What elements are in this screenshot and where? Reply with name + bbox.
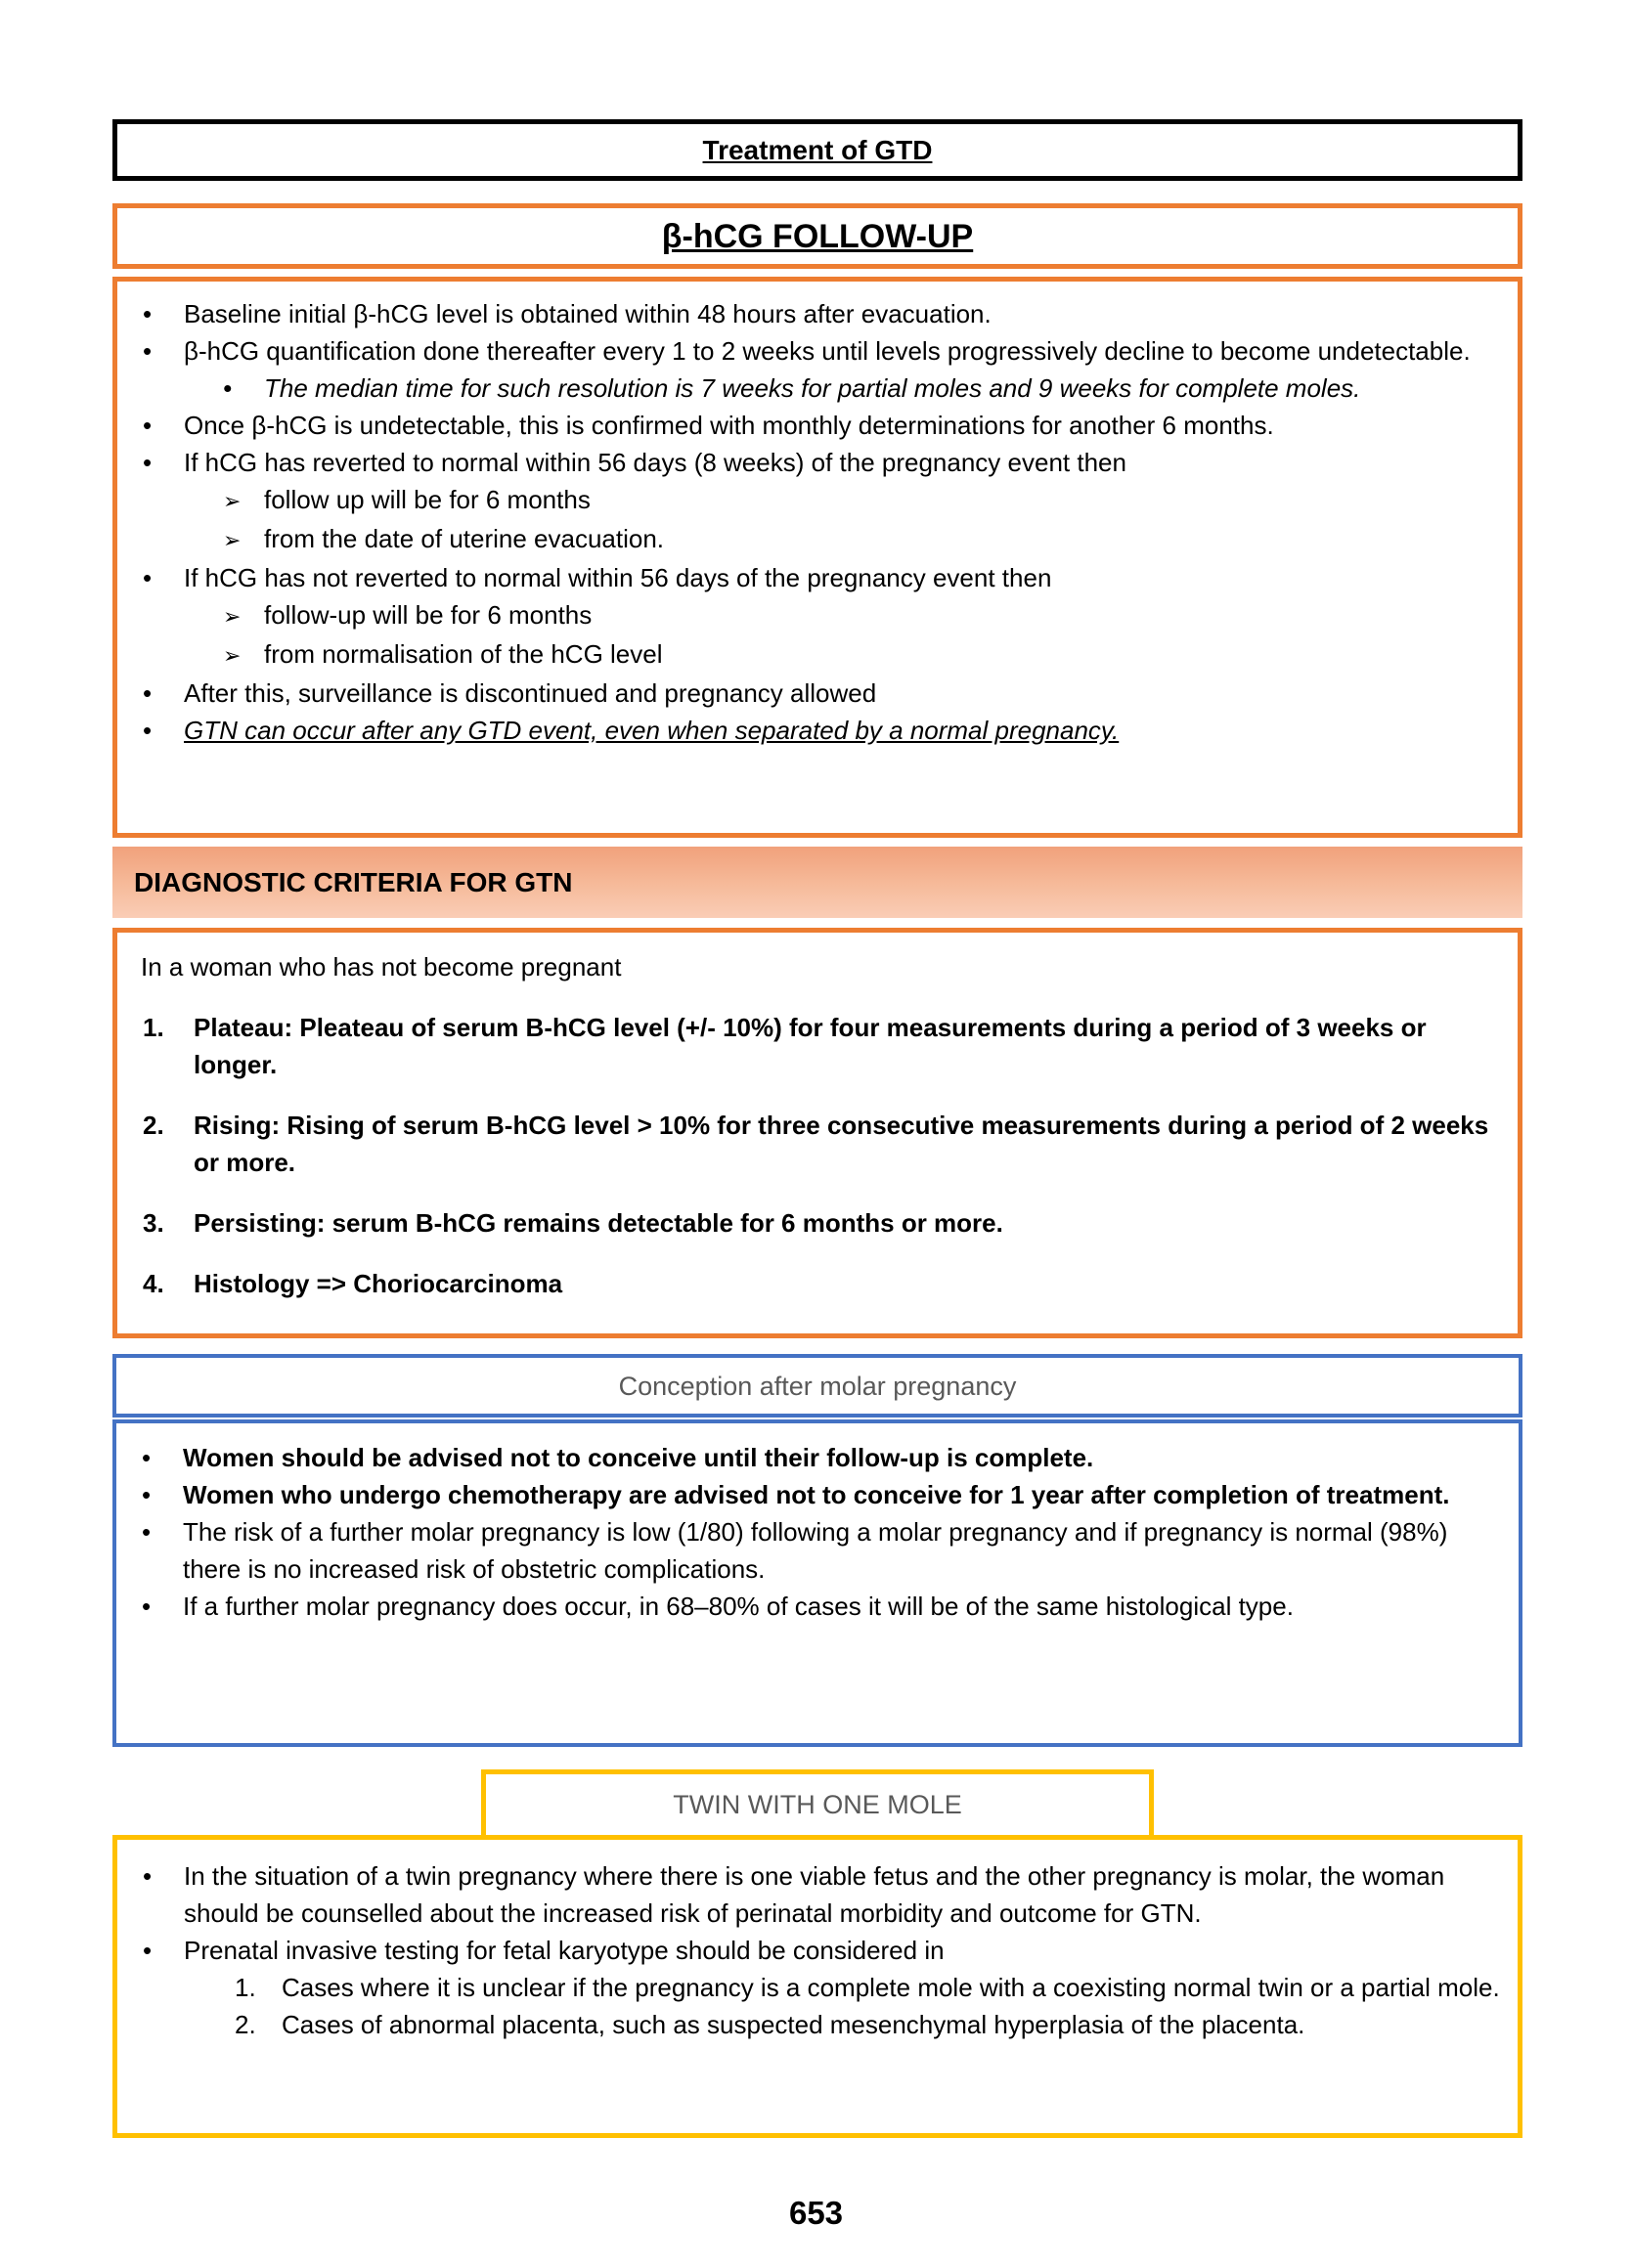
bullet-icon: 2. <box>235 2010 256 2039</box>
bullet-icon <box>143 295 184 332</box>
list-item: • β-hCG quantification done thereafter every 1 to 2 weeks until levels progressively decline to become undetectable. <box>117 332 1500 370</box>
number-label: 3. <box>143 1208 164 1238</box>
page-number: 653 <box>788 2195 844 2231</box>
list-item: • The risk of a further molar pregnancy is low (1/80) following a molar pregnancy and if pregnancy is normal (98%) there is no increased risk of obstetric complications. <box>116 1513 1501 1588</box>
list-item: • Once β-hCG is undetectable, this is confirmed with monthly determinations for another 6 months. <box>117 407 1500 444</box>
list-item: • In the situation of a twin pregnancy where there is one viable fetus and the other pregnancy is molar, the woman should be counselled about the increased risk of perinatal morbidity and outcome for GTN. <box>117 1857 1500 1932</box>
twin-list <box>117 1857 1500 2043</box>
list-item: • Women should be advised not to conceive until their follow-up is complete. <box>116 1439 1501 1476</box>
conception-content-box <box>112 1419 1522 1747</box>
bullet-icon <box>142 1588 183 1625</box>
bullet-icon <box>223 596 264 635</box>
list-item: 2. Cases of abnormal placenta, such as suspected mesenchymal hyperplasia of the placenta. <box>117 2006 1500 2043</box>
bullet-icon <box>143 1857 184 1932</box>
bullet-icon <box>143 332 184 370</box>
section-title-bhcg-followup: β-hCG FOLLOW-UP <box>661 217 974 255</box>
bullet-icon <box>223 520 264 559</box>
conception-list <box>116 1439 1501 1625</box>
list-item: ➢ from the date of uterine evacuation. <box>117 520 1500 559</box>
bullet-icon <box>223 635 264 675</box>
list-item: 1. Cases where it is unclear if the pregnancy is a complete mole with a coexisting normal twin or a partial mole. <box>117 1969 1500 2006</box>
list-item: 4. Histology => Choriocarcinoma <box>117 1265 1498 1302</box>
treatment-of-gtd-title-box <box>112 119 1522 181</box>
list-item: • If a further molar pregnancy does occur, in 68–80% of cases it will be of the same histological type. <box>116 1588 1501 1625</box>
list-item: • After this, surveillance is discontinued and pregnancy allowed <box>117 675 1500 712</box>
bullet-icon <box>143 559 184 596</box>
list-item: • Women who undergo chemotherapy are advised not to conceive for 1 year after completion of treatment. <box>116 1476 1501 1513</box>
list-item: • If hCG has not reverted to normal within 56 days of the pregnancy event then <box>117 559 1500 596</box>
list-item: ➢ follow up will be for 6 months <box>117 481 1500 520</box>
list-item: • Baseline initial β-hCG level is obtained within 48 hours after evacuation. <box>117 295 1500 332</box>
list-item: • If hCG has reverted to normal within 56 days (8 weeks) of the pregnancy event then <box>117 444 1500 481</box>
diagnostic-list <box>117 1009 1498 1302</box>
diagnostic-intro-text: In a woman who has not become pregnant <box>141 952 622 981</box>
bullet-icon <box>142 1476 183 1513</box>
list-item: ➢ follow-up will be for 6 months <box>117 596 1500 635</box>
bullet-icon <box>142 1439 183 1476</box>
page-title: Treatment of GTD <box>702 134 933 165</box>
bullet-icon <box>223 481 264 520</box>
bullet-icon <box>223 370 264 407</box>
diagnostic-criteria-header <box>112 847 1522 918</box>
bhcg-followup-content-box <box>112 277 1522 838</box>
list-item: 2. Rising: Rising of serum B-hCG level > 10% for three consecutive measurements during a period of 2 weeks or more. <box>117 1107 1498 1181</box>
bullet-icon <box>142 1513 183 1588</box>
number-label: 1. <box>143 1013 164 1042</box>
number-label: 2. <box>143 1111 164 1140</box>
list-item: • The median time for such resolution is 7 weeks for partial moles and 9 weeks for complete moles. <box>117 370 1500 407</box>
bullet-icon <box>143 407 184 444</box>
conception-title-box <box>112 1354 1522 1418</box>
bullet-icon <box>143 444 184 481</box>
list-item: 1. Plateau: Pleateau of serum B-hCG level (+/- 10%) for four measurements during a period of 3 weeks or longer. <box>117 1009 1498 1083</box>
bullet-icon <box>143 712 184 749</box>
list-item: 3. Persisting: serum B-hCG remains detectable for 6 months or more. <box>117 1204 1498 1242</box>
list-item: ➢ from normalisation of the hCG level <box>117 635 1500 675</box>
list-item: • GTN can occur after any GTD event, even when separated by a normal pregnancy. <box>117 712 1500 749</box>
bullet-icon: 1. <box>235 1973 256 2002</box>
section-title-twin: TWIN WITH ONE MOLE <box>673 1790 962 1819</box>
list-item: • Prenatal invasive testing for fetal karyotype should be considered in <box>117 1932 1500 1969</box>
diagnostic-criteria-header-label: DIAGNOSTIC CRITERIA FOR GTN <box>134 866 573 897</box>
number-label: 4. <box>143 1269 164 1298</box>
bhcg-followup-title-box <box>112 203 1522 269</box>
twin-content-box <box>112 1835 1522 2138</box>
bullet-icon <box>143 1932 184 1969</box>
bullet-icon <box>143 675 184 712</box>
section-title-conception: Conception after molar pregnancy <box>618 1371 1017 1401</box>
twin-title-tab <box>481 1769 1154 1835</box>
diagnostic-criteria-content-box <box>112 928 1522 1338</box>
followup-list <box>117 295 1500 749</box>
